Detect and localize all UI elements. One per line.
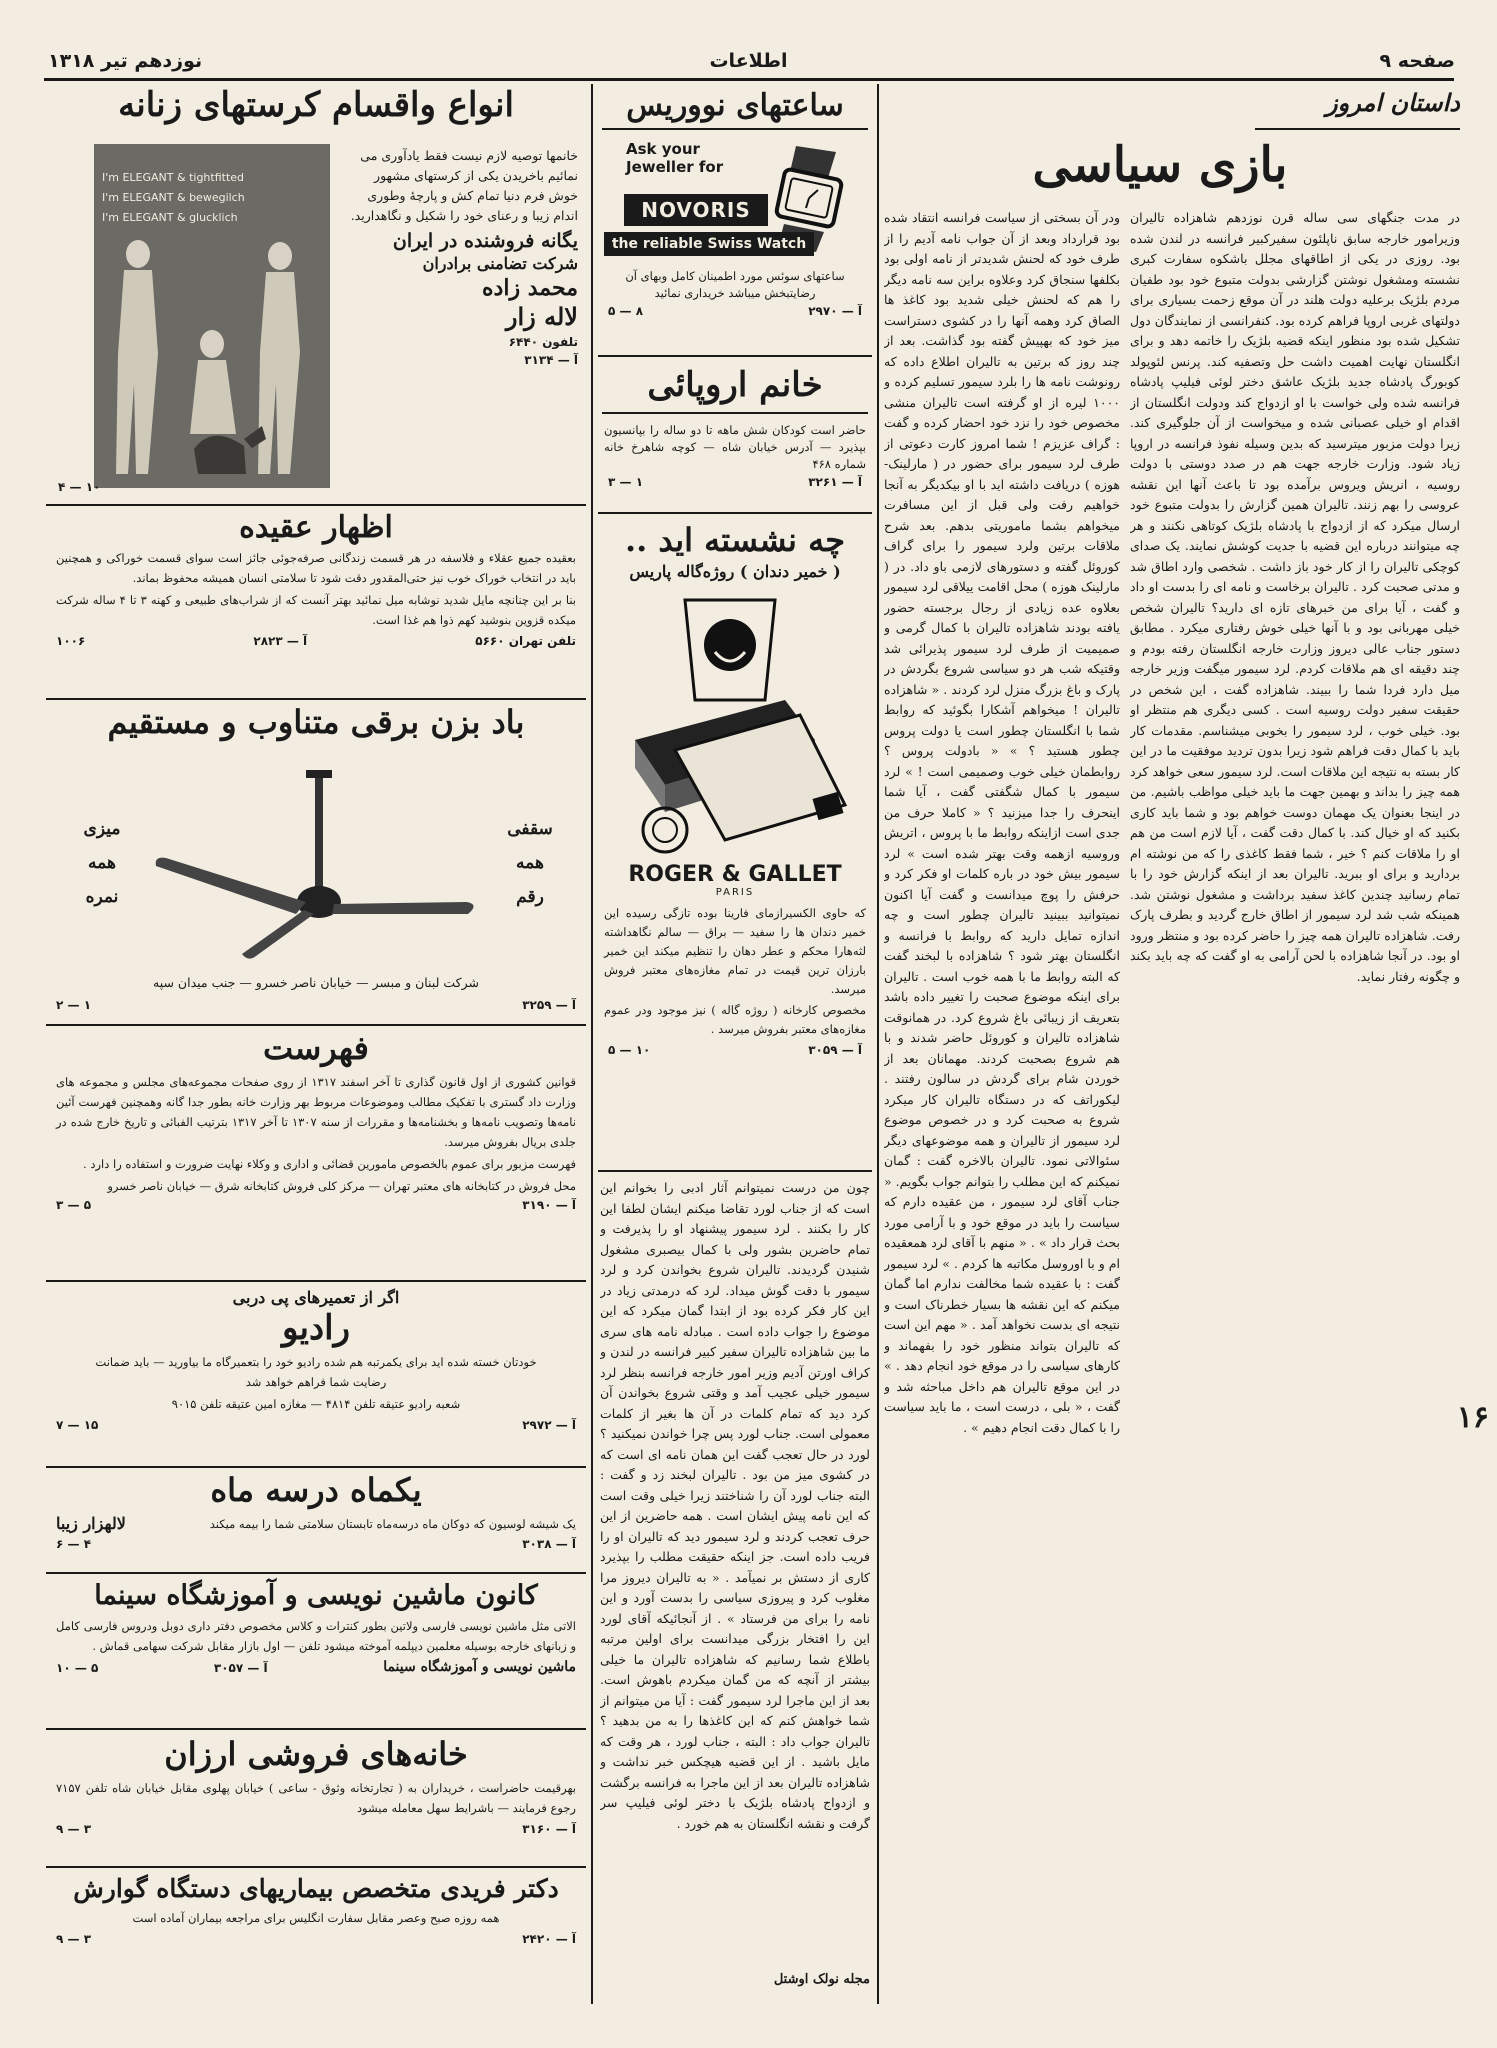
women-figures-illustration <box>94 234 330 484</box>
story-title-box <box>1000 140 1320 210</box>
index-text-3: محل فروش در کتابخانه های معتبر تهران — مرکز کلی فروش کتابخانه شرق — خیابان ناصر خسرو <box>107 1178 576 1193</box>
index-ad <box>46 1028 586 1278</box>
houses-title: خانه‌های فروشی ارزان <box>164 1735 468 1773</box>
story-kicker: داستان امروز <box>1326 88 1460 117</box>
ad-code: آ — ۳۰۳۸ <box>522 1536 576 1551</box>
opinion-text-2: بنا بر این چنانچه مایل شدید نوشابه میل نمائید بهتر آنست که از شراب‌های طبیعی و کهنه ۳ تا ۴ ساله شرکت میکده قزوین بنوشید کهم ذوا هم غذا است. <box>56 592 577 627</box>
corsets-name: محمد زاده <box>482 274 578 301</box>
opinion-phone: تلفن تهران ۵۶۶۰ <box>475 633 576 648</box>
ad-code: آ — ۳۱۶۰ <box>522 1821 576 1836</box>
novoris-title: ساعتهای نووریس <box>626 88 844 123</box>
ad-divider <box>46 1280 586 1282</box>
month-ad <box>46 1470 586 1570</box>
corsets-ad <box>46 84 586 502</box>
ad-code: آ — ۲۴۲۰ <box>522 1932 576 1947</box>
index-text-2: فهرست مزبور برای عموم بالخصوص مامورین قضائی و اداری و وکلاء نهایت ضرورت و استفاده را دارد . <box>83 1156 576 1171</box>
ad-code: آ — ۳۲۵۹ <box>522 998 576 1012</box>
ad-divider <box>46 698 586 700</box>
ceiling-fan-illustration <box>146 762 486 962</box>
ad-code-secondary: ۴ — ۶ <box>56 1536 92 1551</box>
ad-divider <box>46 504 586 506</box>
ad-code: آ — ۳۱۹۰ <box>522 1197 576 1212</box>
houses-ad <box>46 1732 586 1864</box>
story-text-col3: چون من درست نمیتوانم آثار ادبی را بخوانم این است که از جناب لورد تقاضا میکنم ایشان لطفا این کار را بکنند . لرد سیمور پیشنهاد او را پذیرفت و تمام حاضرین بشور ولی با کمال بیصبری مشغول شنیدن گردیدند. تالیران شروع بخواندن کرد و لرد سیمور با دقت گوش میداد. لرد که درمدتی زیاد در این کار فکر کرده بود از ابتدا گمان میکرد که این موضوع را جواب داده است . مبادله نامه های سری ما بین شاهزاده تالیران سفیر کبیر فرانسه در لندن و کراف اورتن آدیم وزیر امور خارجه فرانسه بنظر لرد سیمور خیلی عجیب آمد و وقتی شروع بخواندن آن کرد دید که تمام کلمات در آن ها بغیر از کلمات معمولی است. جناب لورد پس چرا خواندن نمیکنید ؟ لورد در حال تعجب گفت این همان نامه ای است که در کشوی میز من بود . تالیران لبخند زد و گفت : البته جناب لورد آن را شناختند زیرا خیلی وقت است که این نامه پیش ایشان است . همه حاضرین از این حرف تعجب کردند و لرد سیمور دید که تالیران او را فریب داده است. جز اینکه حقیقت مطلب را بپذیرد کاری از دستش بر نمیآمد . « به تالیران دیروز مرا مغلوب کرد و پیروزی سیاسی را بدست آورد و این نامه را برای من فرستاد » . از آنجائیکه آقای لورد این را افتخار بزرگی میدانست برای اولین مرتبه باطلاع شما رسانیم که شاهزاده تالیران ما خیلی بیشتر از آنچه که من گمان میکردم باهوش است. بعد از این ماجرا لرد سیمور گفت : آیا من میتوانم از شما خواهش کنم که این کاغذها را به من بدهید ؟ تالیران جواب داد : البته ، جناب لورد ، هر وقت که مایل باشید . از این قضیه هیچکس خبر نداشت و شاهزاده تالیران بعد از این ماجرا به فرانسه برگشت و ازدواج پادشاه بلژیک با دختر لوئی فیلیپ سر گرفت و نقشه انگلستان به هم خورد . <box>600 1180 870 1831</box>
divider <box>602 412 868 414</box>
roger-gallet-ad <box>598 516 872 1160</box>
month-title: یکماه درسه ماه <box>210 1471 422 1509</box>
european-lady-title: خانم اروپائی <box>647 365 823 405</box>
story-signature: مجله نولک اوشتل <box>773 1972 870 1987</box>
story-column-1 <box>1130 208 1460 1998</box>
opinion-title: اظهار عقیده <box>239 510 393 545</box>
roger-gallet-title: چه نشسته اید .. <box>624 521 846 559</box>
ad-code-secondary: ۳ — ۹ <box>56 1821 92 1836</box>
european-lady-ad <box>598 360 872 510</box>
column-rule <box>877 84 879 2004</box>
cinema-name: ماشین نویسی و آموزشگاه سینما <box>383 1659 576 1676</box>
ad-code-secondary: ۵ — ۱۰ <box>56 1660 99 1675</box>
story-kicker-box <box>1255 88 1460 126</box>
novoris-ad <box>598 84 872 352</box>
ad-divider <box>598 355 872 357</box>
month-text: یک شیشه لوسیون که دوکان ماه درسه‌ماه تابستان سلامتی شما را بیمه میکند <box>209 1516 576 1531</box>
ad-divider <box>46 1728 586 1730</box>
index-text: قوانین کشوری از اول قانون گذاری تا آخر اسفند ۱۳۱۷ از روی صفحات مجموعه‌های مجلس و مجموعه های وزارت داد گستری با تفکیک مطالب وموضوعات مربوط بهر وزارت خانه بطور جدا گانه وهمچنین فهرست آئین نامه‌ها وتصویب نامه‌ها و بخشنامه‌ها و مقررات از سنه ۱۳۰۷ تا آخر ۱۳۱۷ بترتیب الفبائی و تاریخ خارج شده در جلدی بریال بفروش میرسد. <box>56 1074 576 1149</box>
page-number: صفحه ۹ <box>1379 50 1455 72</box>
ad-code-secondary: ۱ — ۳ <box>608 474 644 489</box>
ad-code: آ — ۳۰۵۷ <box>213 1660 268 1675</box>
photo-caption-line: I'm ELEGANT & tightfitted <box>102 171 245 184</box>
ad-code-secondary: ۱۰ — ۴ <box>58 480 101 494</box>
european-lady-text: حاضر است کودکان شش ماهه تا دو ساله را بپانسیون بپذیرد — آدرس خیابان شاه — کوچه شاهرخ خانه شماره ۴۶۸ <box>604 422 866 471</box>
corsets-text: خانمها توصیه لازم نیست فقط یادآوری می نمائیم باخریدن یکی از کرستهای مشهور خوش فرم دنیا تمام کش و پارچۀ وطوری اندام زیبا و رعنای خود را شکیل و نگاهدارید. <box>350 148 578 223</box>
roger-gallet-city: PARIS <box>715 887 755 899</box>
radio-title: رادیو <box>281 1307 351 1348</box>
ad-code-secondary: ۱۰ — ۵ <box>608 1043 651 1058</box>
cinema-ad <box>46 1576 586 1726</box>
novoris-text: ساعتهای سوئس مورد اطمینان کامل وبهای آن رضایتبخش میباشد خریداری نمائید <box>625 268 845 300</box>
ad-code-secondary: ۱۰۰۶ <box>56 633 86 648</box>
fan-label: همه <box>516 853 544 873</box>
ad-divider <box>46 1866 586 1868</box>
ad-code-secondary: ۱ — ۲ <box>56 998 92 1012</box>
toothpaste-illustration <box>615 590 855 860</box>
ad-divider <box>46 1466 586 1468</box>
ad-divider <box>598 1170 872 1172</box>
photo-caption-line: I'm ELEGANT & bewegilch <box>102 191 245 204</box>
margin-note: ۱۶ <box>1456 1400 1489 1435</box>
fan-label: سقفی <box>507 819 553 839</box>
index-title: فهرست <box>263 1029 369 1067</box>
doctor-title: دکتر فریدی متخصص بیماریهای دستگاه گوارش <box>73 1874 559 1903</box>
novoris-brand: NOVORIS <box>624 194 768 226</box>
corsets-title: انواع واقسام کرستهای زنانه <box>118 85 514 125</box>
fan-ad <box>46 702 586 1022</box>
story-column-3 <box>600 1178 870 1966</box>
ad-code: آ — ۲۸۲۳ <box>253 633 308 648</box>
doctor-ad <box>46 1870 586 1974</box>
radio-ad <box>46 1284 586 1464</box>
houses-text: بهرقیمت حاضراست ، خریداران به ( تجارتخانه وثوق - ساعی ) خیابان پهلوی مقابل خیابان شاه تلفن ۷۱۵۷ رجوع فرمایند — باشرایط سهل معامله میشود <box>56 1780 576 1815</box>
radio-text-2: شعبه رادیو عتیقه تلفن ۴۸۱۴ — مغازه امین عتیقه تلفن ۹۰۱۵ <box>171 1397 461 1412</box>
radio-pre: اگر از تعمیرهای پی دربی <box>232 1288 400 1307</box>
doctor-text: همه روزه صبح وعصر مقابل سفارت انگلیس برای مراجعه بیماران آماده است <box>132 1911 500 1926</box>
corsets-phone: تلفون ۶۴۴۰ <box>508 335 578 350</box>
ad-code-secondary: ۵ — ۳ <box>56 1197 92 1212</box>
corsets-seller-label: یگانه فروشنده در ایران <box>392 230 578 252</box>
ad-code-secondary: ۳ — ۹ <box>56 1932 92 1947</box>
roger-gallet-brand: ROGER & GALLET <box>628 862 842 888</box>
ad-code: آ — ۳۲۶۱ <box>808 474 862 489</box>
radio-text: خودتان خسته شده اید برای یکمرتبه هم شده رادیو خود را بتعمیرگاه ما بیاورید — باید ضمانت رضایت شما فراهم خواهد شد <box>95 1355 537 1390</box>
ad-code: آ — ۲۹۷۲ <box>522 1418 576 1433</box>
column-rule <box>591 84 593 2004</box>
novoris-tagline: the reliable Swiss Watch <box>604 232 814 256</box>
corsets-location: لاله زار <box>505 301 578 331</box>
story-column-2 <box>884 208 1120 1998</box>
opinion-text: بعقیده جمیع عقلاء و فلاسفه در هر قسمت زندگانی صرفه‌جوئی جائز است سوای قسمت خوراکی و همچنین باید در انتخاب خوراک خوب نیز حتی‌المقدور دقت شود تا سلامتی انسان همیشه محفوظ بماند. <box>56 550 576 585</box>
opinion-ad <box>46 508 586 696</box>
ad-code: آ — ۲۹۷۰ <box>808 303 862 318</box>
novoris-ask: Ask your Jeweller for <box>626 139 724 176</box>
issue-date: نوزدهم تیر ۱۳۱۸ <box>48 50 203 72</box>
divider <box>602 128 868 130</box>
kicker-rule <box>1255 128 1460 130</box>
ad-code: آ — ۳۰۵۹ <box>808 1043 862 1058</box>
fan-title: باد بزن برقی متناوب و مستقیم <box>107 703 525 741</box>
roger-gallet-subtitle: ( خمیر دندان ) روژه‌گاله پاریس <box>629 561 841 581</box>
ad-divider <box>46 1572 586 1574</box>
month-brand: لالهزار زیبا <box>56 1513 126 1533</box>
fan-label: میزی <box>83 819 121 839</box>
roger-gallet-text-2: مخصوص کارخانه ( روژه گاله ) نیز موجود ودر عموم مغازه‌های معتبر بفروش میرسد . <box>604 1003 866 1037</box>
story-title: بازی سیاسی <box>1032 140 1288 193</box>
fan-address: شرکت لبنان و مبسر — خیابان ناصر خسرو — جنب میدان سپه <box>153 975 479 990</box>
ad-divider <box>46 1024 586 1026</box>
corsets-photo <box>94 144 330 488</box>
ad-code-secondary: ۱۵ — ۷ <box>56 1418 99 1433</box>
corsets-company: شرکت تضامنی برادران <box>422 253 578 273</box>
roger-gallet-text: که حاوی الکسیرازمای فارینا بوده تازگی رسیده این خمیر دندان ها را سفید — براق — سالم نگاهداشته لثه‌هارا محکم و عطر دهان را تنظیم میکند این خمیر بارزان ترین قیمت در تمام مغازه‌های معتبر فروش میرسد. <box>604 906 866 997</box>
story-text-col1: در مدت جنگهای سی ساله قرن نوزدهم شاهزاده تالیران وزیرامور خارجه سابق ناپلئون سفیرکبیر فرانسه در لندن شده بود. روزی در یکی از اطاقهای مجلل باشکوه سفارت کبری نشسته ومشغول نوشتن گزارشی بدولت متبوع خود بود طفیان مردم بلژیک برعلیه دولت هلند در آن موقع زحمت بسیاری برای دولتهای غربی اروپا فراهم کرده بود. کنفرانسی از نمایندگان دول تشکیل شده بود منظور اینکه قضیه بلژیک را خاتمه دهد و برای انگلستان نهایت اهمیت داشت حل وتصفیه کند. پرنس لئوپولد کوبورگ پادشاه جدید بلژیک عاشق دختر لوئی فیلیپ پادشاه فرانسه شده ولی خواست با او ازدواج کند ودولت انگلستان از اقدام او خیلی عصبانی شده و میخواست از آن جلوگیری کند. زیرا دولت مزبور میترسید که بدین وسیله نفوذ فرانسه در اروپا زیاد شود. وزارت خارجه جهت هم در صدد دوستی با دولت روسیه ، انریش ویروس برآمده بود تا باعث آنها این نقشه عروسی را بهم زنند. تالیران همین گزارش را بدولت متبوع خود ارسال میکرد که از ازدواج با پادشاه بلژیک کوتاهی نکنند و هر چه میتوانند درباره این قضیه با جدیت کوشش نمایند. یک صدای کوچکی تالیران را از کار خود باز داشت . شخصی وارد اطاق شد و مدتی صحبت کرد . تالیران برخاست و نامه ای را بدست او داد و گفت ، آیا برای من خبرهای تازه ای دارید؟ تالیران شخص خیلی مهربانی بود و با آنها خیلی خوش رفتاری میکرد . مطابق دستور جناب عالی دیروز وزارت خارجه انگلستان رفته بودم و چند دقیقه ای هم ملاقات کردم. لرد سیمور میگفت وزیر خارجه میل دارد فردا شما را ببیند. شاهزاده گفت ، این شخص در حقیقت سفیر دولت روسیه است . کسی دیگری هم منتظر او بود. خیلی خوب ، لرد سیمور را بخوبی میشناسم. مقدمات کار باید با کمال دقت فراهم شود زیرا بدون تردید موفقیت ما در این کار بسته به نتیجه این ملاقات است. لرد سیمور سعی خواهد کرد همه چیز را بداند و بهمین جهت ما باید خیلی مواظب باشیم. من در اینجا بعنوان یک مهمان دوست خواهم بود و شما باید کاری بکنید که او خیال کند. با کمال دقت گفت ، آیا لازم است من هم او را ملاقات کنم ؟ خیر ، شما فقط کاغذی را که من نوشته ام بردارید و برای او ببرید. تالیران بعد از اینکه گزارش خود را با تمام رسانید چندین کاغذ سفید برداشت و مشغول نوشتن شد. همینکه شب شد لرد سیمور از اطاق خارج گردید و بطرف پارک رفت. شاهزاده تالیران همه چیز را حاضر کرده بود و منتظر ورود او بود. در آنجا شاهزاده با لحن آرامی به او گفت که چه باید بکند و چگونه رفتار نماید. <box>1130 210 1460 984</box>
photo-caption-line: I'm ELEGANT & glucklich <box>102 211 238 224</box>
fan-label: رقم <box>516 887 544 907</box>
newspaper-name: اطلاعات <box>709 50 788 72</box>
fan-label: همه <box>88 853 116 873</box>
ad-code: آ — ۳۱۳۴ <box>524 353 578 368</box>
fan-label: نمره <box>85 887 119 907</box>
masthead-rule <box>44 78 1454 81</box>
cinema-title: کانون ماشین نویسی و آموزشگاه سینما <box>94 1580 538 1611</box>
story-text-col2: ودر آن بسختی از سیاست فرانسه انتقاد شده بود قرارداد وبعد از آن جواب نامه آدیم را از طرف خود که لحنش شدیدتر از نامه اولی بود بکلفها سنجاق کرد وعلاوه براین سه نامه دیگر را هم که لحنش خیلی شدید بود کاغذ ها الصاق کرد وهمه آنها را در کشوی دستراست میز خود که بهپیش گفته بود گذاشت. بعد از چند روز که برتین به تالیران اطلاع داده که رونوشت نامه ها را بلرد سیمور تسلیم کرده و ۱۰۰۰ لیره از او گرفته است تالیران منشی مخصوص خود را نزد خود احضار کرده و گفت : گراف عزیزم ! شما امروز کارت دعوتی از طرف لرد سیمور برای حضور در ( مارلینک- هوزه ) دریافت داشته اید با او بیکدیگر به آنجا خواهیم رفت ولی قبل از این مسافرت میخواهم بشما ماموریتی بدهم. بعد شرح ملاقات برتین ولرد سیمور را برای گراف کوروئل گفته و دستورهای لازمی باو داد. در ( مارلینک هوزه ) محل اقامت ییلاقی لرد سیمور بعلاوه عده زیادی از رجال برجسته حضور یافته بودند شاهزاده تالیران با کمال گرمی و صمیمیت از طرف لرد سیمور پذیرائی شد وقتیکه شب هر دو سیاسی شروع بگردش در پارک و باغ بزرگ منزل لرد کردند . « شاهزاده تالیران ! میخواهم آشکارا بگوئید که روابط شما با انگلستان چطور است یا دولت پروس چطور هستید ؟ » « بادولت پروس ؟ روابطمان خیلی خوب وصمیمی است ! » لرد سیمور با کمال شگفتی گفت ، آیا شما اینحرف را جدا میزنید ؟ « کاملا حرف من جدی است ازاینکه روابط ما با پروس ، اتریش وروسیه ازهمه وقت بهتر شده است » لرد سیمور بیش خود در باره کلمات او فکر کرد و حرفش را پوچ میدانست و گفت آیا اکنون نمیتوانید ببینید تالیران چطور است و چه اندازه تمایل دارید که روابط با فرانسه و انگلستان بهتر شود ؟ شاهزاده با لبخند گفت که البته روابط ما با همه خوب است . تالیران برای اینکه موضوع صحبت را تغییر داده باشد بتعریف از زیبائی باغ شروع کرد. در همانوقت شاهزاده تالیران و کوروئل حاضر شدند و با هم شروع بصحبت کردند. مهمانان بعد از خوردن شام برای گردش در سالون رفتند . لیکوراتف که در دستگاه تالیران کار میکرد شروع به صحبت کرد و در خصوص موضوع لرد سیمور از تالیران و همه موضوعهای دیگر سئوالاتی نمود. تالیران بالاخره گفت : گمان نمیکنم که این مطلب را بتوانم جواب بگویم. « جناب آقای لرد سیمور ، من عقیده دارم که سیاست را باید در موقع خود و با آرامی مورد بحث قرار داد » . « منهم با آقای لرد همعقیده ام و با اوروسل مکاتبه ها کردم . » لرد سیمور گفت : با عقیده شما مخالفت ندارم اما گمان میکنم که این نقشه ها بسیار خطرناک است و نتیجه ای بدست نخواهد آمد . « مهم این است که تالیران بتواند منظور خود را بفهماند و کارهای سیاسی را در موقع خود انجام دهد . » در این موقع تالیران هم داخل مباحثه شد و گفت ، « بلی ، درست است ، ما باید سیاست را با کمال دقت انجام دهیم » . <box>884 210 1120 1435</box>
cinema-text: الاتی مثل ماشین نویسی فارسی ولاتین بطور کنترات و کلاس مخصوص دفتر داری دوبل ودروس فارسی کامل و زبانهای خارجه بوسیله معلمین دیپلمه آموخته میشود تلفن — اول بازار مقابل شرکت سهامی قماش . <box>56 1619 576 1654</box>
ad-code-secondary: ۸ — ۵ <box>608 303 644 318</box>
ad-divider <box>598 512 872 514</box>
